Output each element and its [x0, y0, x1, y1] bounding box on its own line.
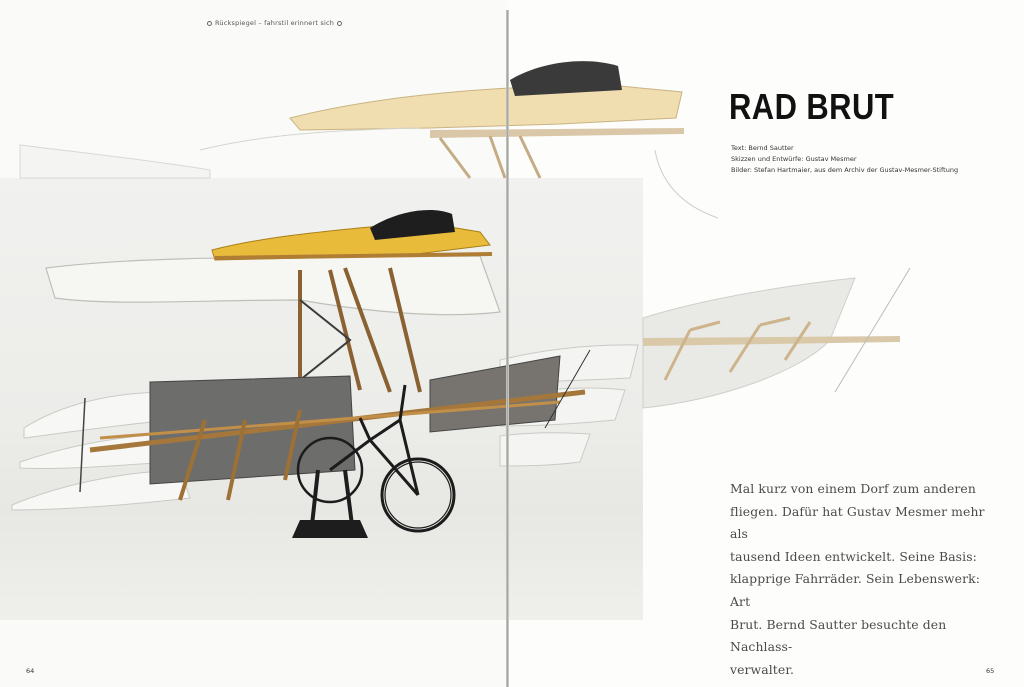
running-head: [204, 19, 345, 27]
credit-text: Text: Bernd Sautter: [731, 144, 794, 152]
running-head-text: Rückspiegel – fahrstil erinnert sich: [215, 19, 335, 27]
top-wing-fragment: [20, 61, 718, 218]
lead-line: Mal kurz von einem Dorf zum anderen: [730, 481, 976, 496]
credit-sketches: Skizzen und Entwürfe: Gustav Mesmer: [731, 155, 857, 163]
page-number-right: 65: [986, 667, 995, 675]
credit-images: Bilder: Stefan Hartmaier, aus dem Archiv der Gustav-Mesmer-Stiftung: [731, 166, 959, 174]
machine: [12, 210, 638, 538]
bullet-icon: [207, 21, 212, 26]
right-wing-fragment: [643, 268, 910, 408]
center-gutter: [506, 10, 509, 687]
article-title: RAD BRUT: [729, 86, 895, 127]
lead-paragraph: [730, 478, 990, 681]
lead-line: fliegen. Dafür hat Gustav Mesmer mehr als: [730, 503, 985, 542]
lead-line: Brut. Bernd Sautter besuchte den Nachlass-: [730, 616, 947, 655]
lead-line: verwalter.: [730, 661, 795, 677]
lead-line: tausend Ideen entwickelt. Seine Basis:: [730, 548, 977, 564]
page-number-left: 64: [26, 667, 35, 675]
bullet-icon: [337, 21, 342, 26]
article-credits: [731, 143, 958, 176]
lead-line: klapprige Fahrräder. Sein Lebenswerk: Art: [730, 571, 980, 609]
